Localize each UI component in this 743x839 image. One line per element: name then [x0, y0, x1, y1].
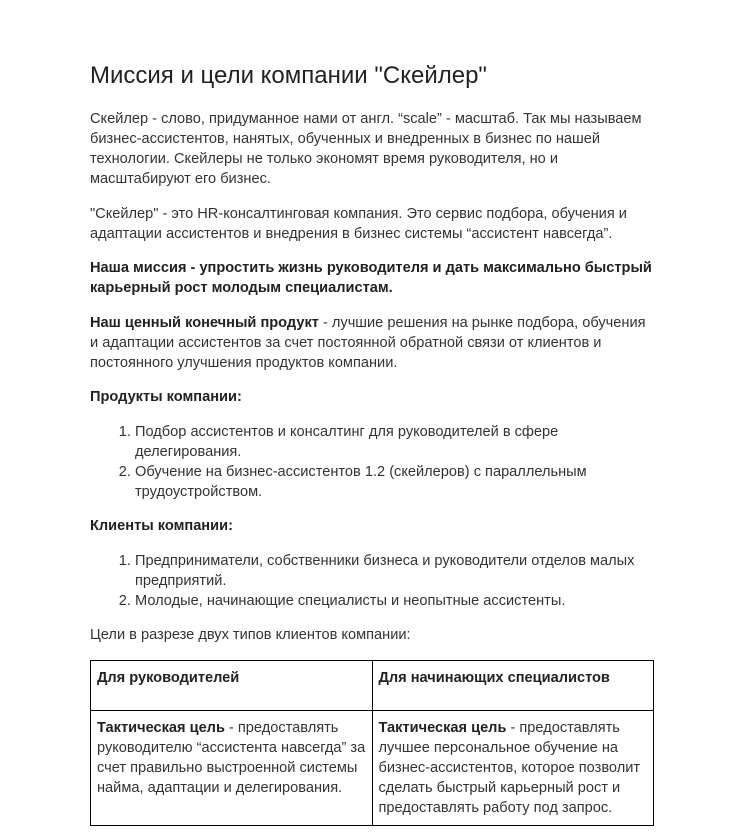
mission-paragraph: [90, 258, 655, 298]
product-text: - лучшие решения на рынке подбора, обучения и адаптации ассистентов за счет постоянной обратной связи от клиентов и постоянного улучшения продуктов компании.: [90, 314, 646, 371]
products-heading: [90, 387, 655, 407]
intro-paragraph: Скейлер - слово, придуманное нами от англ. “scale” - масштаб. Так мы называем бизнес-ассистентов, нанятых, обученных и внедренных в бизнес по нашей технологии. Скейлеры не только экономят время руководителя, но и масштабируют его бизнес.: [90, 111, 642, 187]
products-heading-text: Продукты компании:: [90, 389, 242, 405]
clients-heading-text: Клиенты компании:: [90, 518, 233, 534]
table-header-cell: [372, 660, 654, 710]
cell-text: - предоставлять руководителю “ассистента навсегда” за счет правильно выстроенной системы найма, адаптации и делегирования.: [97, 719, 366, 796]
table-header-row: [91, 660, 654, 710]
page-title: Миссия и цели компании "Скейлер": [90, 62, 487, 89]
list-item: 2. Обучение на бизнес-ассистентов 1.2 (скейлеров) с параллельным трудоустройством.: [135, 462, 655, 502]
table-header-cell: [91, 660, 373, 710]
products-list: [90, 422, 655, 502]
table-row: [91, 710, 654, 825]
goals-table: [90, 660, 654, 826]
goals-intro: Цели в разрезе двух типов клиентов компании:: [90, 627, 411, 643]
cell-bold: Тактическая цель: [97, 719, 225, 736]
document-body: [90, 109, 655, 826]
clients-list: [90, 551, 655, 611]
header-text: Для начинающих специалистов: [378, 669, 610, 686]
list-item: 2. Молодые, начинающие специалисты и неопытные ассистенты.: [135, 591, 655, 611]
product-bold: Наш ценный конечный продукт: [90, 314, 319, 331]
cell-text: - предоставлять лучшее персональное обучение на бизнес-ассистентов, которое позволит сделать быстрый карьерный рост и предоставлять работу под запрос.: [378, 719, 641, 816]
cell-bold: Тактическая цель: [378, 719, 507, 736]
list-item: 1. Подбор ассистентов и консалтинг для руководителей в сфере делегирования.: [135, 422, 655, 462]
table-cell: [372, 710, 654, 825]
table-cell: [91, 710, 373, 825]
about-paragraph: "Скейлер" - это HR-консалтинговая компания. Это сервис подбора, обучения и адаптации ассистентов и внедрения в бизнес системы “ассистент навсегда”.: [90, 205, 627, 242]
mission-text: Наша миссия - упростить жизнь руководителя и дать максимально быстрый карьерный рост молодым специалистам.: [90, 260, 652, 296]
header-text: Для руководителей: [97, 669, 240, 686]
clients-heading: [90, 516, 655, 536]
list-item: 1. Предприниматели, собственники бизнеса и руководители отделов малых предприятий.: [135, 551, 655, 591]
product-paragraph: [90, 313, 655, 373]
